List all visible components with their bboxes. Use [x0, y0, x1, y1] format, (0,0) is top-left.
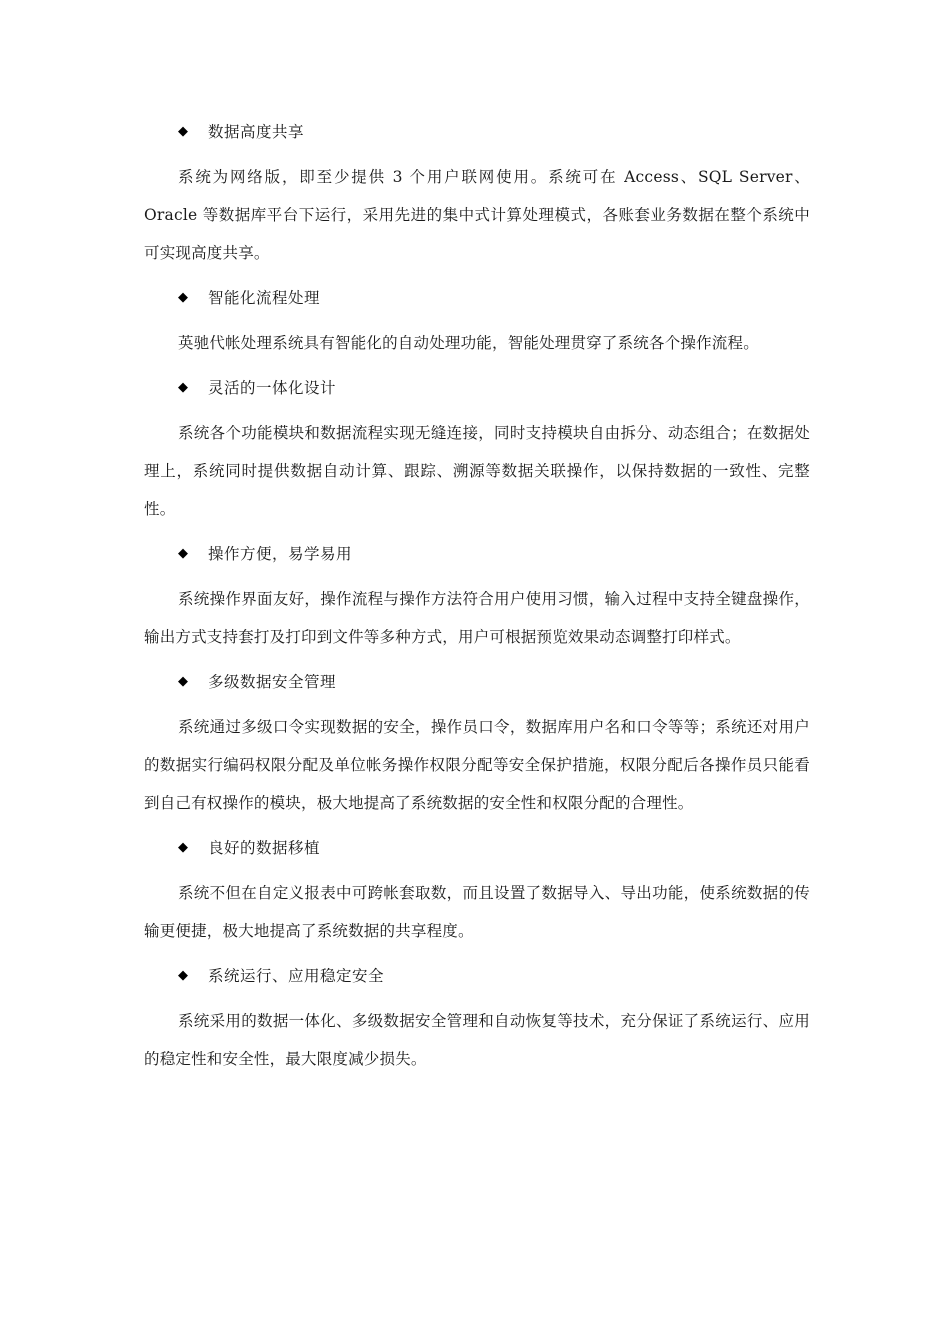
diamond-bullet-icon: ◆ [178, 290, 188, 305]
section-heading [144, 536, 810, 572]
section-title: 智能化流程处理 [208, 289, 321, 307]
document-body [144, 110, 810, 1086]
section-heading [144, 830, 810, 866]
section-title: 数据高度共享 [208, 123, 305, 141]
diamond-bullet-icon: ◆ [178, 546, 188, 561]
section-paragraph: 系统通过多级口令实现数据的安全，操作员口令，数据库用户名和口令等等；系统还对用户的数据实行编码权限分配及单位帐务操作权限分配等安全保护措施，权限分配后各操作员只能看到自己有权操作的模块，极大地提高了系统数据的安全性和权限分配的合理性。 [144, 718, 810, 812]
diamond-bullet-icon: ◆ [178, 674, 188, 689]
diamond-bullet-icon: ◆ [178, 840, 188, 855]
section-paragraph: 英驰代帐处理系统具有智能化的自动处理功能，智能处理贯穿了系统各个操作流程。 [178, 334, 759, 352]
section-paragraph: 系统不但在自定义报表中可跨帐套取数，而且设置了数据导入、导出功能，使系统数据的传输更便捷，极大地提高了系统数据的共享程度。 [144, 884, 810, 940]
section-paragraph: 系统各个功能模块和数据流程实现无缝连接，同时支持模块自由拆分、动态组合；在数据处理上，系统同时提供数据自动计算、跟踪、溯源等数据关联操作，以保持数据的一致性、完整性。 [144, 424, 810, 518]
section-title: 系统运行、应用稳定安全 [208, 967, 385, 985]
section-title: 良好的数据移植 [208, 839, 321, 857]
section-paragraph: 系统操作界面友好，操作流程与操作方法符合用户使用习惯，输入过程中支持全键盘操作，输出方式支持套打及打印到文件等多种方式，用户可根据预览效果动态调整打印样式。 [144, 590, 810, 646]
diamond-bullet-icon: ◆ [178, 968, 188, 983]
section-title: 多级数据安全管理 [208, 673, 337, 691]
diamond-bullet-icon: ◆ [178, 380, 188, 395]
section-title: 操作方便，易学易用 [208, 545, 353, 563]
section-paragraph: 系统为网络版，即至少提供 3 个用户联网使用。系统可在 Access、SQL Server、Oracle 等数据库平台下运行，采用先进的集中式计算处理模式，各账套业务数据在整个系统中可实现高度共享。 [144, 168, 810, 262]
diamond-bullet-icon: ◆ [178, 124, 188, 139]
section-heading [144, 280, 810, 316]
section-title: 灵活的一体化设计 [208, 379, 337, 397]
section-heading [144, 664, 810, 700]
section-heading [144, 958, 810, 994]
section-heading [144, 114, 810, 150]
section-heading [144, 370, 810, 406]
section-paragraph: 系统采用的数据一体化、多级数据安全管理和自动恢复等技术，充分保证了系统运行、应用的稳定性和安全性，最大限度减少损失。 [144, 1012, 810, 1068]
